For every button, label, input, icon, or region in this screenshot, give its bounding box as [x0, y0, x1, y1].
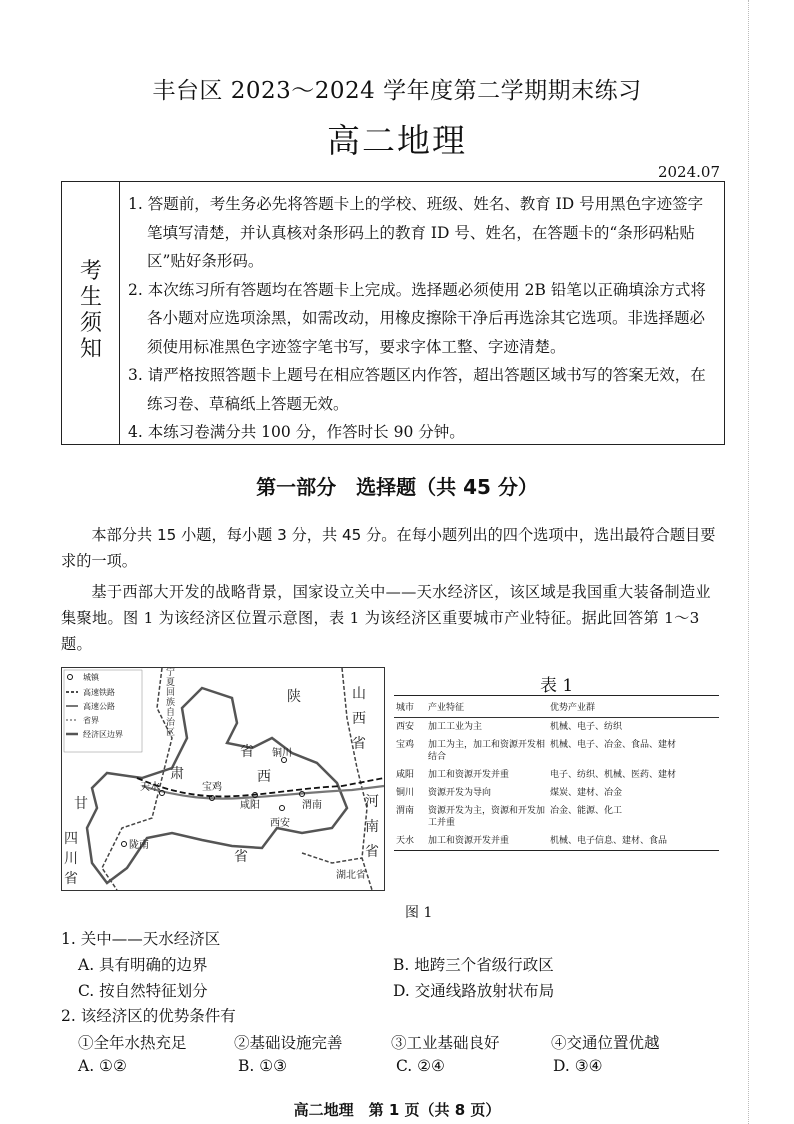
industry-table: [394, 695, 719, 851]
table-cell: 资源开发为导向: [428, 788, 492, 798]
condition-item: ③工业基础良好: [391, 1034, 500, 1052]
subject-title: 高二地理: [327, 121, 467, 160]
option-c: C. ②④: [396, 1057, 445, 1075]
notice-item: 1. 答题前，考生务必先将答题卡上的学校、班级、姓名、教育 ID 号用黑色字迹签字笔填写清楚，并认真核对条形码上的教育 ID 号、姓名，在答题卡的“条形码粘贴区”贴好条形码。: [128, 195, 704, 270]
part-intro: 本部分共 15 小题，每小题 3 分，共 45 分。在每小题列出的四个选项中，选出最符合题目要求的一项。: [61, 526, 716, 570]
question-stem: 基于西部大开发的战略背景，国家设立关中——天水经济区，该区域是我国重大装备制造业集聚地。图 1 为该经济区位置示意图，表 1 为该经济区重要城市产业特征。据此回答第 1～3 题。: [61, 583, 711, 653]
city-marker-icon: [122, 842, 127, 847]
province-label: 河: [365, 794, 379, 810]
option-d: D. 交通线路放射状布局: [393, 982, 555, 1000]
table-header: 城市: [394, 696, 426, 718]
legend-label: 高速公路: [83, 702, 115, 711]
province-border: [302, 853, 362, 863]
table-cell: 机械、电子信息、建材、食品: [548, 832, 719, 851]
table-cell: 资源开发为主，资源和开发加工并重: [428, 806, 546, 828]
province-label: 四: [64, 831, 78, 847]
question-2-stem: 2. 该经济区的优势条件有: [61, 1007, 236, 1025]
table-cell: 煤炭、建材、冶金: [550, 788, 623, 798]
table-header: 优势产业群: [548, 696, 719, 718]
province-label: 南: [365, 819, 379, 835]
notice-item: 2. 本次练习所有答题均在答题卡上完成。选择题必须使用 2B 铅笔以正确填涂方式将各小题对应选项涂黑，如需改动，用橡皮擦除干净后再选涂其它选项。非选择题必须使用标准黑色字迹签字笔书写，要求字体工整、字迹清楚。: [128, 280, 706, 356]
notice-label-char: 须: [80, 311, 103, 336]
option-c: C. 按自然特征划分: [78, 982, 208, 1000]
province-label: 甘: [74, 796, 88, 812]
notice-label-char: 考: [80, 259, 103, 284]
legend-label: 省界: [83, 716, 99, 725]
province-label: 川: [64, 851, 78, 867]
table-cell: 加工和资源开发并重: [428, 770, 510, 780]
table-row: [394, 736, 719, 766]
option-d: D. ③④: [553, 1057, 603, 1075]
table-row: [394, 832, 719, 851]
table-row: [394, 802, 719, 832]
table-cell: 咸阳: [396, 770, 415, 780]
table-cell: 机械、电子、纺织: [550, 722, 623, 732]
ningxia-label-wrap: [166, 668, 182, 758]
province-label: 陕: [287, 689, 301, 705]
question-1-stem: 1. 关中——天水经济区: [61, 930, 221, 948]
condition-item: ①全年水热充足: [78, 1034, 187, 1052]
notice-box: [61, 181, 725, 445]
province-label: 肃: [170, 766, 184, 782]
province-label: 省: [240, 744, 254, 760]
page-footer: 高二地理 第 1 页（共 8 页）: [293, 1101, 501, 1119]
province-label: 省: [64, 871, 78, 887]
city-label: 天水: [140, 782, 160, 793]
province-label: 湖北省: [336, 870, 366, 881]
table-cell: 加工工业为主: [428, 722, 483, 732]
figure-caption: 图 1: [405, 905, 433, 921]
city-label: 陇南: [129, 840, 149, 851]
part-title: 第一部分 选择题（共 45 分）: [256, 475, 538, 499]
notice-label: [62, 182, 120, 444]
option-a: A. ①②: [78, 1057, 127, 1075]
notice-label-char: 知: [80, 337, 103, 362]
table-cell: 加工为主，加工和资源开发相结合: [428, 740, 546, 762]
province-label: 山: [352, 686, 366, 702]
option-b: B. 地跨三个省级行政区: [393, 956, 554, 974]
table-cell: 加工和资源开发并重: [426, 832, 548, 851]
table-title: 表 1: [540, 676, 574, 696]
city-markers: [122, 758, 305, 847]
table-cell: 渭南: [396, 806, 415, 816]
exam-date: 2024.07: [657, 163, 720, 181]
option-a: A. 具有明确的边界: [78, 956, 208, 974]
expressway: [142, 786, 384, 799]
table-header: 产业特征: [426, 696, 548, 718]
city-marker-icon: [280, 806, 285, 811]
table-cell: 铜川: [396, 788, 415, 798]
table-cell: 电子、纺织、机械、医药、建材: [550, 770, 677, 780]
condition-item: ④交通位置优越: [551, 1034, 660, 1052]
region-map: [61, 667, 385, 891]
table-header-row: [394, 696, 719, 718]
table-cell: 天水: [394, 832, 426, 851]
legend-label: 高速铁路: [83, 688, 115, 697]
exam-title: 丰台区 2023～2024 学年度第二学期期末练习: [152, 78, 642, 104]
city-label: 宝鸡: [202, 782, 222, 793]
legend-label: 经济区边界: [83, 730, 123, 739]
page-margin-line: [748, 0, 749, 1124]
city-label: 咸阳: [240, 800, 260, 811]
province-label: 宁夏回族自治区: [166, 668, 176, 738]
province-label: 西: [257, 769, 271, 785]
province-label: 省: [234, 849, 248, 865]
table-row: [394, 784, 719, 802]
table-row: [394, 766, 719, 784]
table-cell: 冶金、能源、化工: [550, 806, 623, 816]
city-label: 西安: [270, 818, 290, 829]
notice-label-char: 生: [80, 285, 103, 310]
table-cell: 机械、电子、冶金、食品、建材: [550, 740, 677, 750]
city-label: 渭南: [302, 800, 322, 811]
map-svg: [62, 668, 384, 890]
city-label: 铜川: [272, 748, 292, 759]
province-label: 西: [352, 711, 366, 727]
notice-item: 3. 请严格按照答题卡上题号在相应答题区内作答，超出答题区域书写的答案无效，在练习卷、草稿纸上答题无效。: [128, 366, 706, 413]
notice-items: [128, 190, 718, 447]
legend-label: 城镇: [83, 673, 99, 682]
table-row: [394, 718, 719, 737]
legend-box: [64, 670, 142, 752]
table-cell: 宝鸡: [396, 740, 415, 750]
option-b: B. ①③: [238, 1057, 288, 1075]
table-cell: 西安: [396, 722, 415, 732]
notice-item: 4. 本练习卷满分共 100 分，作答时长 90 分钟。: [128, 423, 465, 441]
condition-item: ②基础设施完善: [234, 1034, 343, 1052]
province-label: 省: [352, 736, 366, 752]
province-label: 省: [365, 844, 379, 860]
